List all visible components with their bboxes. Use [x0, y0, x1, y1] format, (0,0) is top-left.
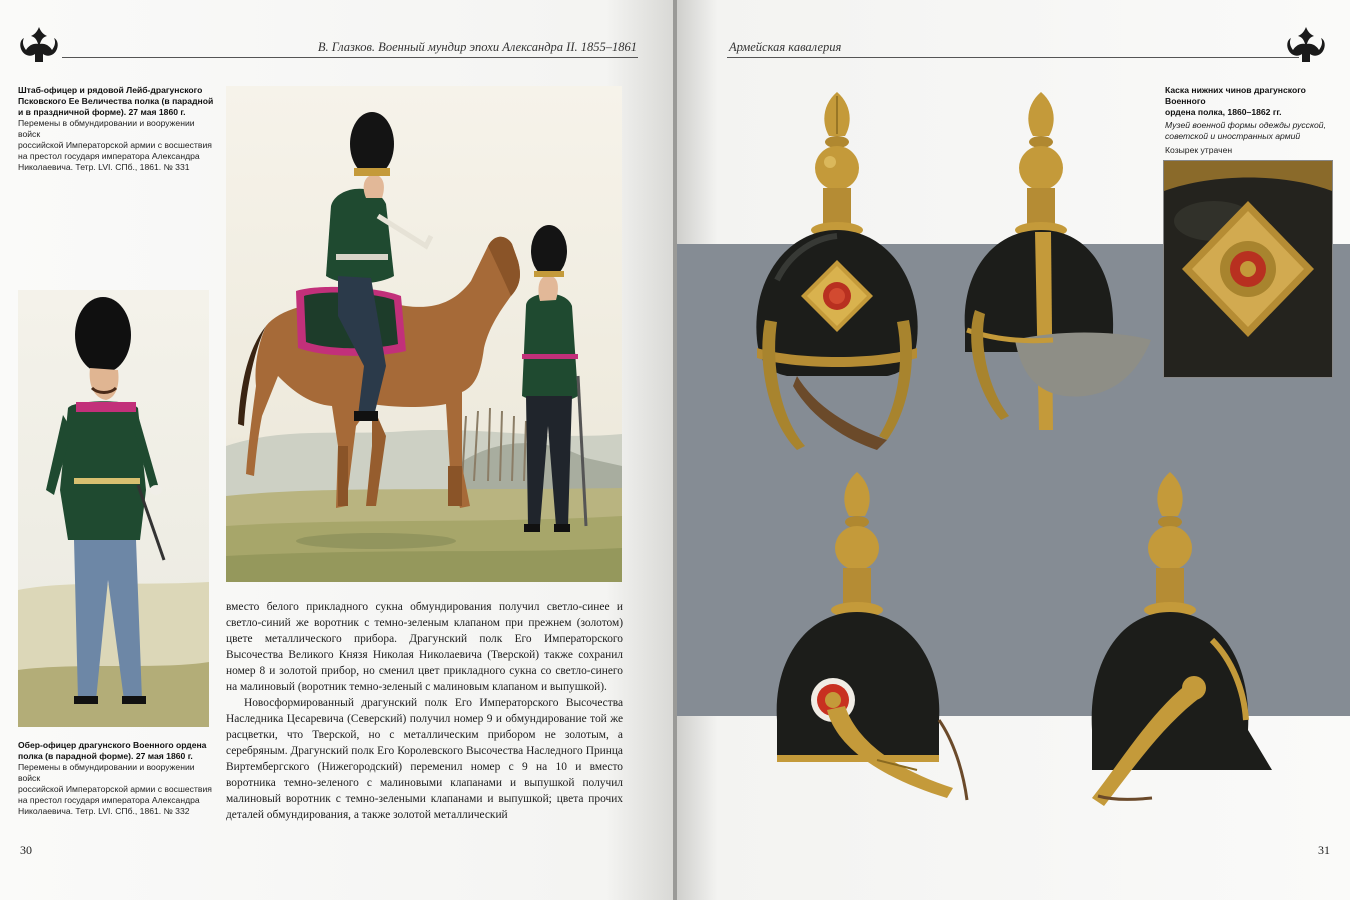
caption-line: и в праздничной форме). 27 мая 1860 г.	[18, 107, 186, 117]
caption-line: Обер-офицер драгунского Военного ордена	[18, 740, 207, 750]
ornament-icon	[18, 24, 60, 66]
illustration-standing-officer	[18, 290, 209, 727]
body-paragraph: Новосформированный драгунский полк Его Императорского Высочества Наследника Цесаревича (Северский) получил номер 9 и обмундирование той же расцветки, что Тверской, но с металлическим прибором не золотым, а серебряным. Драгунский полк Его Королевского Высочества Наследного Принца Виртембергского (Нижегородский) переменил номер с 9 на 10 и вместо воротника темно-зеленого с малиновыми клапанами и выпушкой получил малиновый воротник с темно-зелеными клапанами и выпушкой; цвета прочих деталей обмундирования, а также золотой металлический	[226, 697, 623, 821]
caption-bottom-text	[18, 762, 218, 817]
caption-line: на престол государя императора Александра	[18, 795, 200, 805]
helmet-caption-title	[1165, 85, 1345, 118]
caption-bottom	[18, 740, 218, 817]
caption-bottom-title	[18, 740, 218, 762]
running-head: Армейская кавалерия	[729, 40, 842, 54]
page-number: 31	[1318, 843, 1330, 857]
helmet-caption	[1165, 85, 1345, 156]
caption-line: российской Императорской армии с восшествия	[18, 784, 212, 794]
caption-line: на престол государя императора Александра	[18, 151, 200, 161]
caption-line: Псковского Ее Величества полка (в парадной	[18, 96, 214, 106]
caption-line: советской и иностранных армий	[1165, 131, 1301, 141]
left-page	[0, 0, 673, 900]
illustration-officer-on-horse	[226, 86, 622, 582]
caption-line: Штаб-офицер и рядовой Лейб-драгунского	[18, 85, 203, 95]
caption-top-text	[18, 118, 218, 173]
header-rule	[727, 57, 1299, 58]
caption-line: Перемены в обмундировании и вооружении войск	[18, 118, 195, 139]
helmet-back-view	[1062, 470, 1282, 820]
caption-line: Николаевича. Тетр. LVI. СПб., 1861. № 331	[18, 162, 190, 172]
body-text	[226, 599, 623, 823]
running-head: В. Глазков. Военный мундир эпохи Александра II. 1855–1861	[317, 40, 637, 54]
helmet-rear-view	[767, 470, 987, 820]
helmet-caption-note: Козырек утрачен	[1165, 145, 1233, 155]
caption-top-title	[18, 85, 218, 118]
helmet-caption-source	[1165, 120, 1345, 142]
right-page	[677, 0, 1350, 900]
caption-top	[18, 85, 218, 173]
ornament-icon	[1285, 24, 1327, 66]
caption-line: Перемены в обмундировании и вооружении войск	[18, 762, 195, 783]
helmet-badge-detail	[1163, 160, 1333, 378]
helmet-side-view	[955, 90, 1155, 470]
caption-line: ордена полка, 1860–1862 гг.	[1165, 107, 1282, 117]
helmet-front-view	[737, 90, 937, 470]
page-number: 30	[20, 843, 32, 857]
caption-line: полка (в парадной форме). 27 мая 1860 г.	[18, 751, 193, 761]
caption-line: Каска нижних чинов драгунского Военного	[1165, 85, 1306, 106]
header-rule	[62, 57, 638, 58]
caption-line: Николаевича. Тетр. LVI. СПб., 1861. № 332	[18, 806, 190, 816]
caption-line: российской Императорской армии с восшествия	[18, 140, 212, 150]
caption-line: Музей военной формы одежды русской,	[1165, 120, 1326, 130]
body-paragraph: вместо белого прикладного сукна обмундирования получил светло-синее и светло-синий же воротник с темно-зеленым клапаном при прежнем (золотом) цвете металлического прибора. Драгунский полк Его Императорского Высочества Великого Князя Николая Николаевича (Тверской) также сохранил номер 8 и золотой прибор, но сменил цвет прикладного сукна со светло-синего на малиновый (воротник темно-зеленый с малиновым клапаном и выпушкой).	[226, 601, 623, 693]
